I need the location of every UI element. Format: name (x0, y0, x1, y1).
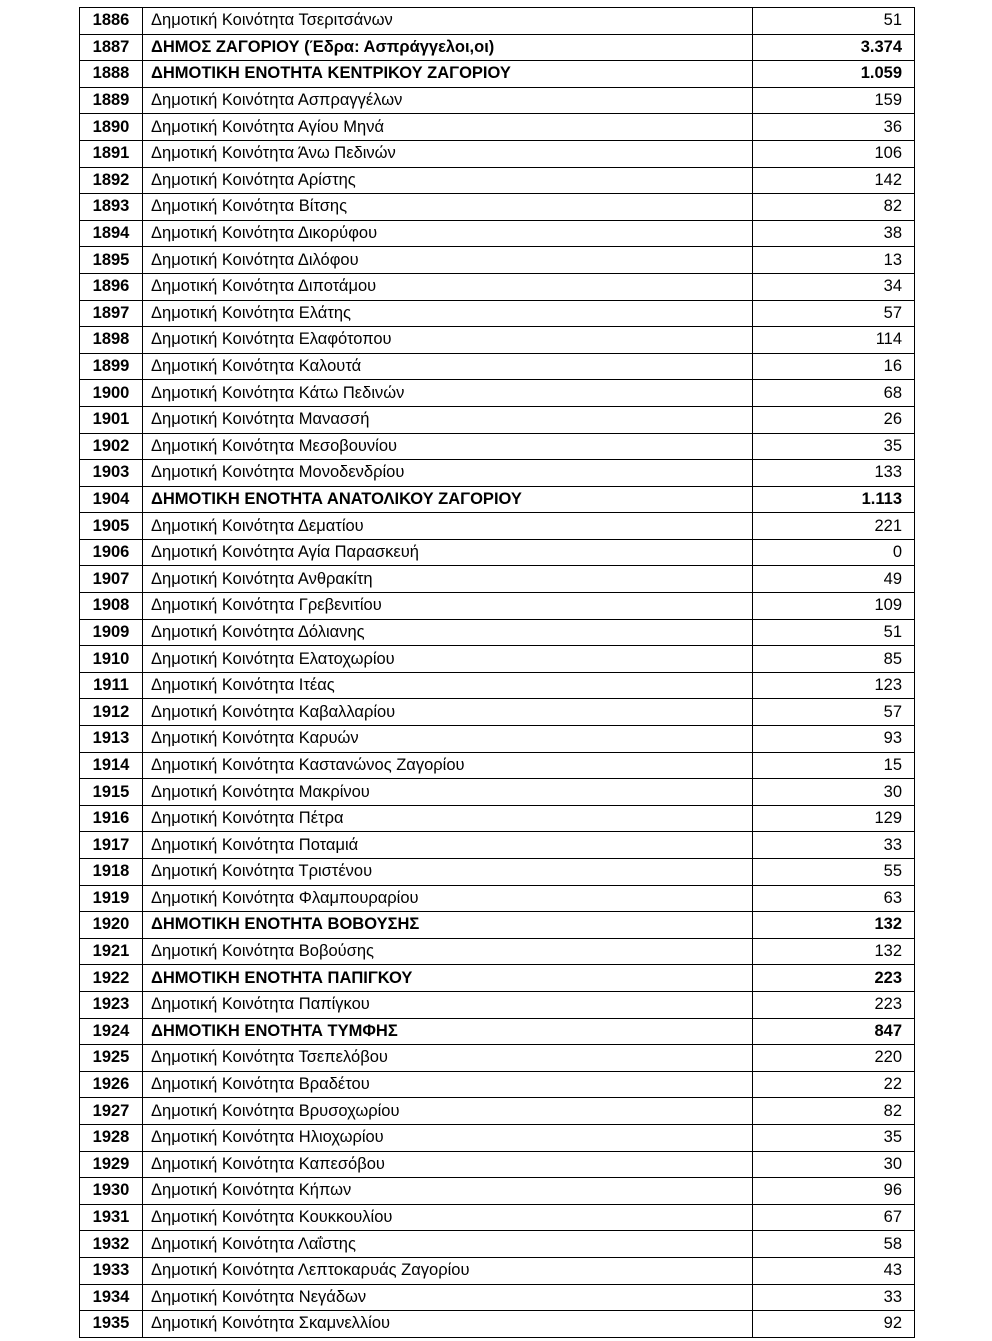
row-value: 13 (753, 247, 915, 274)
population-table-container (79, 7, 914, 1338)
table-row (80, 140, 915, 167)
row-name: Δημοτική Κοινότητα Βίτσης (143, 194, 753, 221)
row-name: Δημοτική Κοινότητα Ελατοχωρίου (143, 646, 753, 673)
row-number: 1916 (80, 805, 143, 832)
row-number: 1911 (80, 672, 143, 699)
table-row (80, 646, 915, 673)
row-name: Δημοτική Κοινότητα Μονοδενδρίου (143, 460, 753, 487)
table-row (80, 433, 915, 460)
row-number: 1887 (80, 34, 143, 61)
row-value: 109 (753, 593, 915, 620)
row-name: Δημοτική Κοινότητα Γρεβενιτίου (143, 593, 753, 620)
table-row (80, 832, 915, 859)
row-value: 33 (753, 832, 915, 859)
row-number: 1910 (80, 646, 143, 673)
row-value: 55 (753, 859, 915, 886)
row-name: Δημοτική Κοινότητα Βοβούσης (143, 938, 753, 965)
row-name: Δημοτική Κοινότητα Δικορύφου (143, 220, 753, 247)
row-name: ΔΗΜΟΣ ΖΑΓΟΡΙΟΥ (Έδρα: Ασπράγγελοι,οι) (143, 34, 753, 61)
row-value: 15 (753, 752, 915, 779)
row-number: 1901 (80, 406, 143, 433)
row-name: Δημοτική Κοινότητα Καβαλλαρίου (143, 699, 753, 726)
row-value: 35 (753, 433, 915, 460)
table-row (80, 699, 915, 726)
row-value: 58 (753, 1231, 915, 1258)
table-row (80, 1151, 915, 1178)
row-name: Δημοτική Κοινότητα Καλουτά (143, 353, 753, 380)
row-number: 1932 (80, 1231, 143, 1258)
row-number: 1890 (80, 114, 143, 141)
row-number: 1902 (80, 433, 143, 460)
row-number: 1894 (80, 220, 143, 247)
row-name: Δημοτική Κοινότητα Άνω Πεδινών (143, 140, 753, 167)
row-number: 1917 (80, 832, 143, 859)
table-row (80, 885, 915, 912)
row-number: 1935 (80, 1311, 143, 1338)
table-row (80, 672, 915, 699)
row-number: 1914 (80, 752, 143, 779)
row-name: Δημοτική Κοινότητα Ασπραγγέλων (143, 87, 753, 114)
row-value: 220 (753, 1045, 915, 1072)
row-name: Δημοτική Κοινότητα Καπεσόβου (143, 1151, 753, 1178)
row-value: 132 (753, 938, 915, 965)
table-row (80, 406, 915, 433)
table-row (80, 1231, 915, 1258)
table-row (80, 539, 915, 566)
row-value: 36 (753, 114, 915, 141)
row-value: 1.113 (753, 486, 915, 513)
row-number: 1893 (80, 194, 143, 221)
row-value: 132 (753, 912, 915, 939)
table-row (80, 460, 915, 487)
row-name: Δημοτική Κοινότητα Αρίστης (143, 167, 753, 194)
row-number: 1927 (80, 1098, 143, 1125)
row-number: 1920 (80, 912, 143, 939)
row-number: 1933 (80, 1257, 143, 1284)
table-row (80, 353, 915, 380)
row-value: 82 (753, 1098, 915, 1125)
row-value: 114 (753, 327, 915, 354)
row-value: 1.059 (753, 61, 915, 88)
row-number: 1912 (80, 699, 143, 726)
table-row (80, 1098, 915, 1125)
row-value: 68 (753, 380, 915, 407)
row-name: Δημοτική Κοινότητα Καρυών (143, 726, 753, 753)
row-number: 1907 (80, 566, 143, 593)
table-row (80, 938, 915, 965)
row-name: Δημοτική Κοινότητα Τριστένου (143, 859, 753, 886)
row-name: ΔΗΜΟΤΙΚΗ ΕΝΟΤΗΤΑ ΒΟΒΟΥΣΗΣ (143, 912, 753, 939)
row-number: 1921 (80, 938, 143, 965)
row-value: 93 (753, 726, 915, 753)
table-row (80, 1284, 915, 1311)
row-number: 1898 (80, 327, 143, 354)
row-number: 1889 (80, 87, 143, 114)
table-row (80, 327, 915, 354)
row-number: 1888 (80, 61, 143, 88)
table-row-heading (80, 965, 915, 992)
row-number: 1934 (80, 1284, 143, 1311)
row-number: 1913 (80, 726, 143, 753)
row-value: 123 (753, 672, 915, 699)
row-value: 63 (753, 885, 915, 912)
row-number: 1915 (80, 779, 143, 806)
table-row (80, 300, 915, 327)
row-value: 223 (753, 991, 915, 1018)
row-value: 22 (753, 1071, 915, 1098)
row-value: 67 (753, 1204, 915, 1231)
row-number: 1896 (80, 273, 143, 300)
table-row-heading (80, 1018, 915, 1045)
row-name: Δημοτική Κοινότητα Καστανώνος Ζαγορίου (143, 752, 753, 779)
row-value: 82 (753, 194, 915, 221)
table-row (80, 1124, 915, 1151)
row-value: 16 (753, 353, 915, 380)
table-row (80, 513, 915, 540)
table-row (80, 779, 915, 806)
population-table (79, 7, 915, 1338)
table-row (80, 859, 915, 886)
table-row (80, 87, 915, 114)
table-row-heading (80, 912, 915, 939)
row-name: Δημοτική Κοινότητα Ιτέας (143, 672, 753, 699)
row-number: 1918 (80, 859, 143, 886)
table-row-heading (80, 61, 915, 88)
row-number: 1908 (80, 593, 143, 620)
row-number: 1895 (80, 247, 143, 274)
row-name: Δημοτική Κοινότητα Τσεπελόβου (143, 1045, 753, 1072)
row-number: 1909 (80, 619, 143, 646)
table-row-heading (80, 486, 915, 513)
row-value: 35 (753, 1124, 915, 1151)
row-name: Δημοτική Κοινότητα Βρυσοχωρίου (143, 1098, 753, 1125)
row-number: 1922 (80, 965, 143, 992)
table-row (80, 380, 915, 407)
table-row (80, 114, 915, 141)
row-name: Δημοτική Κοινότητα Δεματίου (143, 513, 753, 540)
row-number: 1924 (80, 1018, 143, 1045)
row-value: 33 (753, 1284, 915, 1311)
table-row (80, 752, 915, 779)
table-row (80, 220, 915, 247)
row-name: Δημοτική Κοινότητα Βραδέτου (143, 1071, 753, 1098)
row-number: 1891 (80, 140, 143, 167)
table-row (80, 619, 915, 646)
row-name: Δημοτική Κοινότητα Λαΐστης (143, 1231, 753, 1258)
row-name: ΔΗΜΟΤΙΚΗ ΕΝΟΤΗΤΑ ΚΕΝΤΡΙΚΟΥ ΖΑΓΟΡΙΟΥ (143, 61, 753, 88)
row-name: Δημοτική Κοινότητα Πέτρα (143, 805, 753, 832)
row-value: 129 (753, 805, 915, 832)
table-row (80, 1178, 915, 1205)
row-name: Δημοτική Κοινότητα Μανασσή (143, 406, 753, 433)
row-name: ΔΗΜΟΤΙΚΗ ΕΝΟΤΗΤΑ ΑΝΑΤΟΛΙΚΟΥ ΖΑΓΟΡΙΟΥ (143, 486, 753, 513)
row-number: 1928 (80, 1124, 143, 1151)
row-value: 51 (753, 8, 915, 35)
row-value: 142 (753, 167, 915, 194)
row-value: 847 (753, 1018, 915, 1045)
row-name: Δημοτική Κοινότητα Σκαμνελλίου (143, 1311, 753, 1338)
row-value: 38 (753, 220, 915, 247)
table-row (80, 1045, 915, 1072)
row-value: 133 (753, 460, 915, 487)
table-row-heading (80, 34, 915, 61)
table-body (80, 8, 915, 1338)
table-row (80, 805, 915, 832)
row-value: 57 (753, 300, 915, 327)
row-name: Δημοτική Κοινότητα Νεγάδων (143, 1284, 753, 1311)
row-value: 57 (753, 699, 915, 726)
table-row (80, 593, 915, 620)
table-row (80, 1071, 915, 1098)
row-value: 49 (753, 566, 915, 593)
row-value: 51 (753, 619, 915, 646)
table-row (80, 194, 915, 221)
row-name: Δημοτική Κοινότητα Λεπτοκαρυάς Ζαγορίου (143, 1257, 753, 1284)
row-value: 34 (753, 273, 915, 300)
row-name: Δημοτική Κοινότητα Μεσοβουνίου (143, 433, 753, 460)
row-name: Δημοτική Κοινότητα Μακρίνου (143, 779, 753, 806)
row-value: 0 (753, 539, 915, 566)
row-number: 1899 (80, 353, 143, 380)
row-number: 1919 (80, 885, 143, 912)
row-name: Δημοτική Κοινότητα Τσεριτσάνων (143, 8, 753, 35)
row-name: Δημοτική Κοινότητα Κάτω Πεδινών (143, 380, 753, 407)
table-row (80, 1311, 915, 1338)
row-number: 1892 (80, 167, 143, 194)
row-name: Δημοτική Κοινότητα Αγίου Μηνά (143, 114, 753, 141)
row-number: 1897 (80, 300, 143, 327)
row-name: Δημοτική Κοινότητα Ελαφότοπου (143, 327, 753, 354)
row-name: Δημοτική Κοινότητα Δόλιανης (143, 619, 753, 646)
row-number: 1900 (80, 380, 143, 407)
row-name: Δημοτική Κοινότητα Κουκκουλίου (143, 1204, 753, 1231)
row-name: Δημοτική Κοινότητα Ανθρακίτη (143, 566, 753, 593)
row-number: 1886 (80, 8, 143, 35)
row-name: Δημοτική Κοινότητα Ηλιοχωρίου (143, 1124, 753, 1151)
row-name: Δημοτική Κοινότητα Φλαμπουραρίου (143, 885, 753, 912)
row-number: 1903 (80, 460, 143, 487)
row-name: Δημοτική Κοινότητα Αγία Παρασκευή (143, 539, 753, 566)
row-number: 1906 (80, 539, 143, 566)
row-value: 221 (753, 513, 915, 540)
row-value: 159 (753, 87, 915, 114)
row-name: ΔΗΜΟΤΙΚΗ ΕΝΟΤΗΤΑ ΠΑΠΙΓΚΟΥ (143, 965, 753, 992)
row-value: 30 (753, 1151, 915, 1178)
table-row (80, 1257, 915, 1284)
row-name: Δημοτική Κοινότητα Διλόφου (143, 247, 753, 274)
table-row (80, 167, 915, 194)
table-row (80, 1204, 915, 1231)
row-name: Δημοτική Κοινότητα Ποταμιά (143, 832, 753, 859)
row-name: Δημοτική Κοινότητα Παπίγκου (143, 991, 753, 1018)
row-value: 3.374 (753, 34, 915, 61)
row-value: 85 (753, 646, 915, 673)
table-row (80, 273, 915, 300)
row-number: 1931 (80, 1204, 143, 1231)
row-value: 96 (753, 1178, 915, 1205)
row-value: 43 (753, 1257, 915, 1284)
row-number: 1905 (80, 513, 143, 540)
table-row (80, 566, 915, 593)
row-number: 1929 (80, 1151, 143, 1178)
table-row (80, 8, 915, 35)
row-number: 1904 (80, 486, 143, 513)
row-value: 92 (753, 1311, 915, 1338)
table-row (80, 247, 915, 274)
row-number: 1925 (80, 1045, 143, 1072)
row-number: 1926 (80, 1071, 143, 1098)
row-value: 26 (753, 406, 915, 433)
row-name: Δημοτική Κοινότητα Κήπων (143, 1178, 753, 1205)
row-number: 1923 (80, 991, 143, 1018)
row-number: 1930 (80, 1178, 143, 1205)
row-value: 106 (753, 140, 915, 167)
row-name: Δημοτική Κοινότητα Διποτάμου (143, 273, 753, 300)
row-value: 30 (753, 779, 915, 806)
row-value: 223 (753, 965, 915, 992)
table-row (80, 991, 915, 1018)
table-row (80, 726, 915, 753)
row-name: Δημοτική Κοινότητα Ελάτης (143, 300, 753, 327)
row-name: ΔΗΜΟΤΙΚΗ ΕΝΟΤΗΤΑ ΤΥΜΦΗΣ (143, 1018, 753, 1045)
